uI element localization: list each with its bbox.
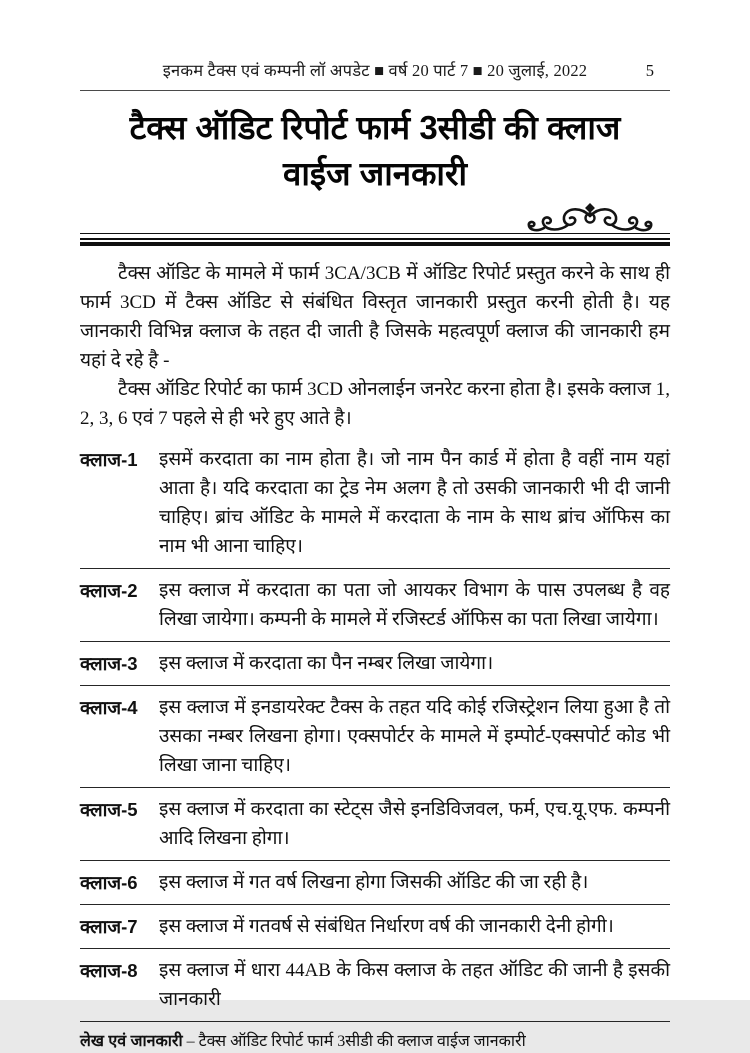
clause-row xyxy=(80,686,670,788)
clause-label: क्लाज-1 xyxy=(80,449,138,470)
clause-list xyxy=(80,438,670,1021)
clause-row xyxy=(80,905,670,949)
intro-paragraph: टैक्स ऑडिट के मामले में फार्म 3CA/3CB में ऑडिट रिपोर्ट प्रस्तुत करने के साथ ही फार्म 3CD में टैक्स ऑडिट से संबंधित विस्तृत जानकारी प्रस्तुत करनी होती है। यह जानकारी विभिन्न क्लाज के तहत दी जाती है जिसके महत्वपूर्ण क्लाज की जानकारी हम यहां दे रहे है - xyxy=(80,263,670,371)
article-title xyxy=(80,105,670,197)
header-rule xyxy=(80,90,670,91)
clause-text: इस क्लाज में गत वर्ष लिखना होगा जिसकी ऑडिट की जा रही है। xyxy=(159,872,589,893)
clause-label: क्लाज-2 xyxy=(80,580,138,601)
clause-label: क्लाज-6 xyxy=(80,872,138,893)
article-footer xyxy=(80,1021,670,1053)
flourish-ornament-icon xyxy=(524,204,656,234)
article-title-line2: वाईज जानकारी xyxy=(282,155,468,192)
running-header xyxy=(80,0,670,91)
clause-row xyxy=(80,569,670,642)
clause-label: क्लाज-4 xyxy=(80,697,138,718)
page-number: 5 xyxy=(645,61,654,80)
intro-section xyxy=(80,259,670,433)
clause-label: क्लाज-3 xyxy=(80,653,138,674)
clause-text: इस क्लाज में इनडायरेक्ट टैक्स के तहत यदि कोई रजिस्ट्रेशन लिया हुआ है तो उसका नम्बर लिखना होगा। एक्सपोर्टर के मामले में इम्पोर्ट-एक्सपोर्ट कोड भी लिखा जाना चाहिए। xyxy=(159,697,670,776)
footer-label: लेख एवं जानकारी xyxy=(80,1033,183,1050)
clause-text: इस क्लाज में करदाता का पता जो आयकर विभाग के पास उपलब्ध है वह लिखा जायेगा। कम्पनी के मामले में रजिस्टर्ड ऑफिस का पता लिखा जायेगा। xyxy=(159,580,670,630)
intro-paragraph: टैक्स ऑडिट रिपोर्ट का फार्म 3CD ओनलाईन जनरेट करना होता है। इसके क्लाज 1, 2, 3, 6 एवं 7 पहले से ही भरे हुए आते है। xyxy=(80,379,670,429)
clause-row xyxy=(80,949,670,1021)
clause-text: इसमें करदाता का नाम होता है। जो नाम पैन कार्ड में होता है वहीं नाम यहां आता है। यदि करदाता का ट्रेड नेम अलग है तो उसकी जानकारी भी दी जानी चाहिए। ब्रांच ऑडिट के मामले में करदाता के नाम के साथ ब्रांच ऑफिस का नाम भी आना चाहिए। xyxy=(159,449,670,557)
clause-row xyxy=(80,788,670,861)
clause-label: क्लाज-7 xyxy=(80,916,138,937)
clause-row xyxy=(80,438,670,569)
title-divider xyxy=(80,233,670,246)
divider-rule-mid xyxy=(80,238,670,240)
clause-text: इस क्लाज में धारा 44AB के किस क्लाज के तहत ऑडिट की जानी है इसकी जानकारी xyxy=(159,960,670,1010)
footer-text: – टैक्स ऑडिट रिपोर्ट फार्म 3सीडी की क्लाज वाईज जानकारी xyxy=(186,1033,526,1050)
journal-header-text: इनकम टैक्स एवं कम्पनी लॉ अपडेट ■ वर्ष 20 पार्ट 7 ■ 20 जुलाई, 2022 xyxy=(162,61,588,80)
clause-text: इस क्लाज में गतवर्ष से संबंधित निर्धारण वर्ष की जानकारी देनी होगी। xyxy=(159,916,614,937)
clause-row xyxy=(80,642,670,686)
article-title-line1: टैक्स ऑडिट रिपोर्ट फार्म 3सीडी की क्लाज xyxy=(129,109,621,146)
clause-text: इस क्लाज में करदाता का पैन नम्बर लिखा जायेगा। xyxy=(159,653,494,674)
divider-rule-thick xyxy=(80,242,670,246)
clause-row xyxy=(80,861,670,905)
clause-text: इस क्लाज में करदाता का स्टेट्स जैसे इनडिविजवल, फर्म, एच.यू.एफ. कम्पनी आदि लिखना होगा। xyxy=(159,799,670,849)
clause-label: क्लाज-8 xyxy=(80,960,138,981)
clause-label: क्लाज-5 xyxy=(80,799,138,820)
